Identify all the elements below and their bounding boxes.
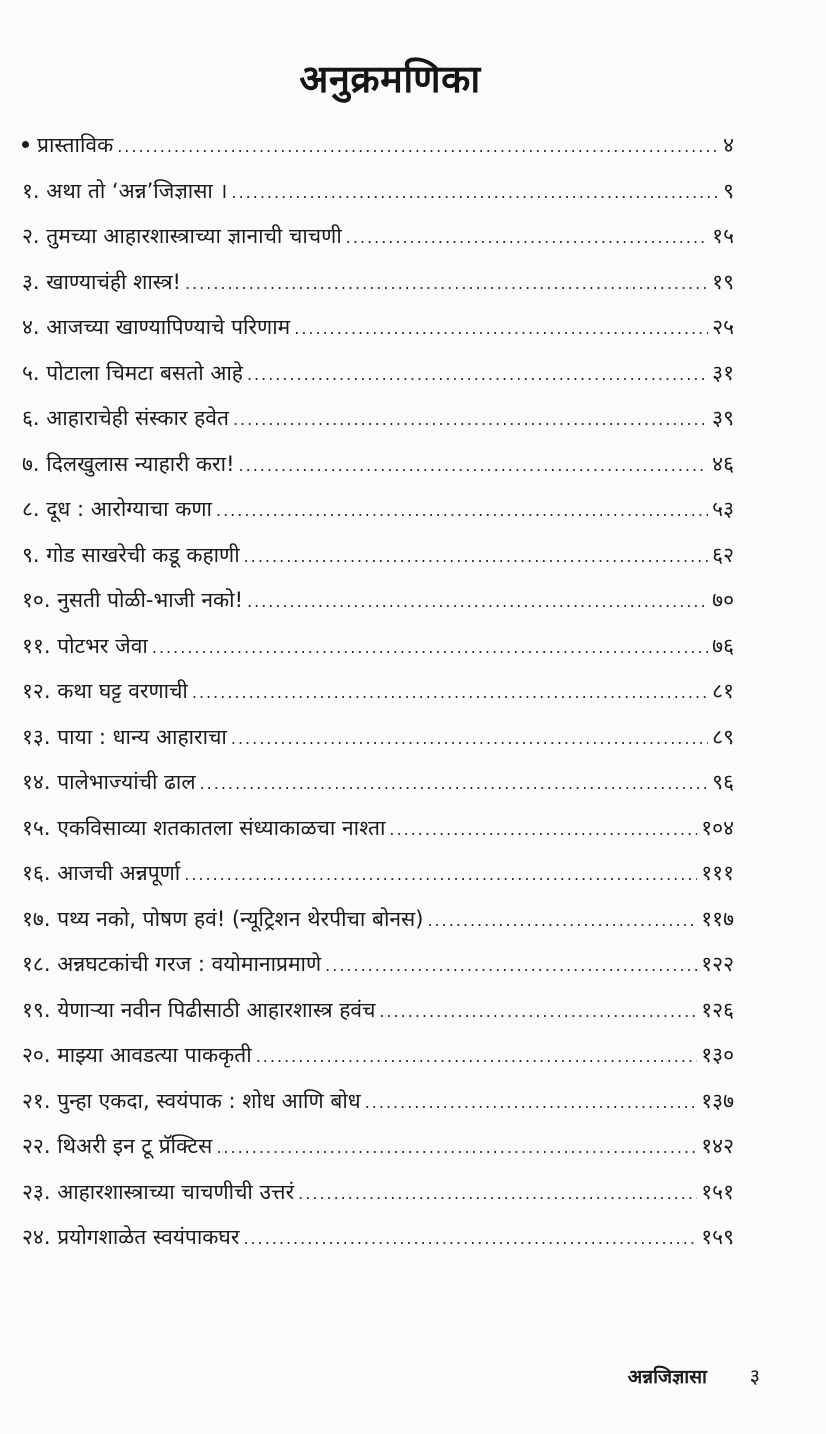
toc-entry: [22, 722, 734, 768]
toc-entry-title: [22, 949, 325, 979]
dot-leader: [117, 132, 719, 162]
toc-entry-label: १९. येणाऱ्या नवीन पिढीसाठी आहारशास्त्र हवंच: [22, 997, 376, 1022]
toc-entry-page-number: १२२: [701, 952, 734, 976]
footer-page-number: ३: [749, 1364, 760, 1388]
toc-entry-page-number: १४२: [701, 1134, 734, 1158]
toc-entry-label: ५. पोटाला चिमटा बसतो आहे: [22, 360, 243, 385]
toc-entry-title: [22, 1040, 256, 1070]
toc-entry: [22, 267, 734, 313]
toc-entry-title: [22, 267, 185, 297]
toc-entry-label: १२. कथा घट्ट वरणाची: [22, 679, 188, 703]
toc-entry-title: [22, 403, 233, 433]
dot-leader: [427, 906, 697, 936]
toc-entry-label: २२. थिअरी इन टू प्रॅक्टिस: [22, 1134, 213, 1158]
toc-entry: [22, 1177, 734, 1223]
toc-entry-label: प्रास्ताविक: [37, 133, 114, 157]
toc-entry-page-number: ७६: [712, 633, 734, 658]
toc-entry-page-number: ६२: [712, 542, 734, 567]
toc-entry-title: [22, 585, 247, 615]
toc-entry: [22, 494, 734, 540]
dot-leader: [294, 314, 708, 344]
toc-entry-label: २३. आहारशास्त्राच्या चाचणीची उत्तरं: [22, 1179, 295, 1204]
toc-entry-label: ४. आजच्या खाण्यापिण्याचे परिणाम: [22, 315, 291, 339]
toc-entry-page-number: ९: [723, 178, 734, 203]
toc-entry-page-number: ३९: [712, 406, 734, 430]
dot-leader: [379, 997, 697, 1027]
dot-leader: [200, 769, 709, 799]
toc-entry-title: [22, 676, 192, 706]
toc-entry-title: [22, 312, 294, 342]
toc-entry-page-number: १३०: [701, 1043, 734, 1067]
toc-entry-title: [22, 221, 346, 251]
dot-leader: [389, 815, 697, 845]
toc-entry-page-number: १९: [712, 269, 734, 294]
toc-entry-label: २०. माझ्या आवडत्या पाककृती: [22, 1043, 252, 1067]
dot-leader: [256, 1042, 698, 1072]
toc-entry-page-number: ७०: [712, 588, 734, 612]
toc-entry-title: [22, 722, 231, 752]
toc-entry-title: [22, 631, 152, 661]
dot-leader: [365, 1088, 698, 1118]
toc-entry-page-number: ८९: [712, 724, 734, 749]
toc-entry-title: [22, 1222, 243, 1252]
dot-leader: [247, 587, 708, 617]
toc-entry-title: [22, 358, 247, 388]
dot-leader: [243, 1224, 697, 1254]
toc-entry: [22, 403, 734, 449]
dot-leader: [231, 724, 708, 754]
toc-entry: [22, 540, 734, 586]
toc-entry: [22, 1086, 734, 1132]
toc-entry-title: [22, 130, 117, 160]
toc-entry: [22, 767, 734, 813]
toc-entry: [22, 858, 734, 904]
toc-entry-page-number: १०४: [701, 815, 734, 840]
toc-entry-page-number: १५९: [701, 1225, 734, 1249]
dot-leader: [152, 633, 708, 663]
toc-entry-label: ८. दूध : आरोग्याचा कणा: [22, 497, 212, 521]
toc-entry: [22, 949, 734, 995]
toc-entry-label: १७. पथ्य नको, पोषण हवं! (न्यूट्रिशन थेरपीचा बोनस): [22, 906, 424, 931]
toc-entry-page-number: ३१: [712, 360, 734, 385]
dot-leader: [216, 1133, 697, 1163]
page-footer: [0, 1362, 760, 1389]
toc-entry-title: [22, 1086, 365, 1116]
toc-entry-label: १०. नुसती पोळी-भाजी नको!: [22, 588, 244, 612]
dot-leader: [239, 451, 709, 481]
toc-entry: [22, 1131, 734, 1177]
toc-entry-title: [22, 767, 200, 797]
table-of-contents: [22, 130, 734, 1268]
bullet-icon: [22, 141, 29, 148]
toc-entry: [22, 995, 734, 1041]
toc-entry-title: [22, 813, 389, 843]
dot-leader: [185, 269, 708, 299]
toc-entry-title: [22, 540, 244, 570]
dot-leader: [232, 178, 720, 208]
dot-leader: [325, 951, 697, 981]
toc-entry-label: ३. खाण्याचंही शास्त्र!: [22, 269, 181, 294]
toc-entry: [22, 221, 734, 267]
dot-leader: [233, 405, 708, 435]
dot-leader: [216, 496, 708, 526]
toc-entry-page-number: १५१: [701, 1179, 734, 1204]
toc-entry-title: [22, 1131, 216, 1161]
dot-leader: [298, 1179, 697, 1209]
toc-entry: [22, 631, 734, 677]
toc-entry: [22, 312, 734, 358]
toc-entry-label: ११. पोटभर जेवा: [22, 633, 148, 658]
toc-entry: [22, 904, 734, 950]
toc-entry-page-number: ८१: [712, 679, 734, 703]
toc-entry-label: ९. गोड साखरेची कडू कहाणी: [22, 542, 240, 567]
toc-entry-page-number: ११७: [701, 906, 734, 931]
toc-entry: [22, 813, 734, 859]
toc-entry-label: १८. अन्नघटकांची गरज : वयोमानाप्रमाणे: [22, 952, 322, 976]
dot-leader: [244, 542, 708, 572]
dot-leader: [346, 223, 708, 253]
toc-entry-label: ६. आहाराचेही संस्कार हवेत: [22, 406, 229, 430]
toc-entry-title: [22, 494, 216, 524]
dot-leader: [192, 678, 708, 708]
toc-entry-page-number: १२६: [701, 997, 734, 1022]
toc-entry: [22, 358, 734, 404]
toc-entry: [22, 449, 734, 495]
toc-entry-page-number: ४६: [712, 451, 734, 476]
toc-entry-label: १४. पालेभाज्यांची ढाल: [22, 770, 196, 794]
toc-entry: [22, 1040, 734, 1086]
toc-entry-label: २१. पुन्हा एकदा, स्वयंपाक : शोध आणि बोध: [22, 1088, 361, 1113]
toc-entry-label: १. अथा तो ‘अन्न’जिज्ञासा ।: [22, 178, 228, 203]
toc-entry: [22, 176, 734, 222]
toc-entry-title: [22, 904, 427, 934]
toc-entry-page-number: ५३: [712, 497, 734, 521]
toc-entry-label: २४. प्रयोगशाळेत स्वयंपाकघर: [22, 1225, 240, 1249]
toc-entry-page-number: १३७: [701, 1088, 734, 1113]
toc-entry: [22, 585, 734, 631]
toc-entry: [22, 130, 734, 176]
dot-leader: [247, 360, 708, 390]
toc-entry: [22, 676, 734, 722]
toc-entry: [22, 1222, 734, 1268]
dot-leader: [184, 860, 697, 890]
toc-entry-title: [22, 995, 379, 1025]
page-title: अनुक्रमणिका: [299, 57, 481, 101]
toc-entry-label: २. तुमच्या आहारशास्त्राच्या ज्ञानाची चाचणी: [22, 224, 342, 248]
toc-entry-page-number: १५: [712, 224, 734, 248]
toc-entry-page-number: ९६: [712, 770, 734, 794]
toc-entry-page-number: २५: [712, 315, 734, 339]
toc-entry-page-number: १११: [701, 861, 734, 885]
toc-entry-label: १६. आजची अन्नपूर्णा: [22, 861, 181, 885]
toc-entry-title: [22, 858, 184, 888]
toc-entry-title: [22, 176, 232, 206]
toc-entry-page-number: ४: [723, 133, 734, 157]
toc-entry-title: [22, 449, 239, 479]
footer-book-title: अन्नजिज्ञासा: [627, 1366, 707, 1388]
toc-entry-label: १३. पाया : धान्य आहाराचा: [22, 724, 227, 749]
toc-entry-label: १५. एकविसाव्या शतकातला संध्याकाळचा नाश्ता: [22, 815, 386, 840]
toc-entry-label: ७. दिलखुलास न्याहारी करा!: [22, 451, 235, 476]
toc-entry-title: [22, 1177, 298, 1207]
